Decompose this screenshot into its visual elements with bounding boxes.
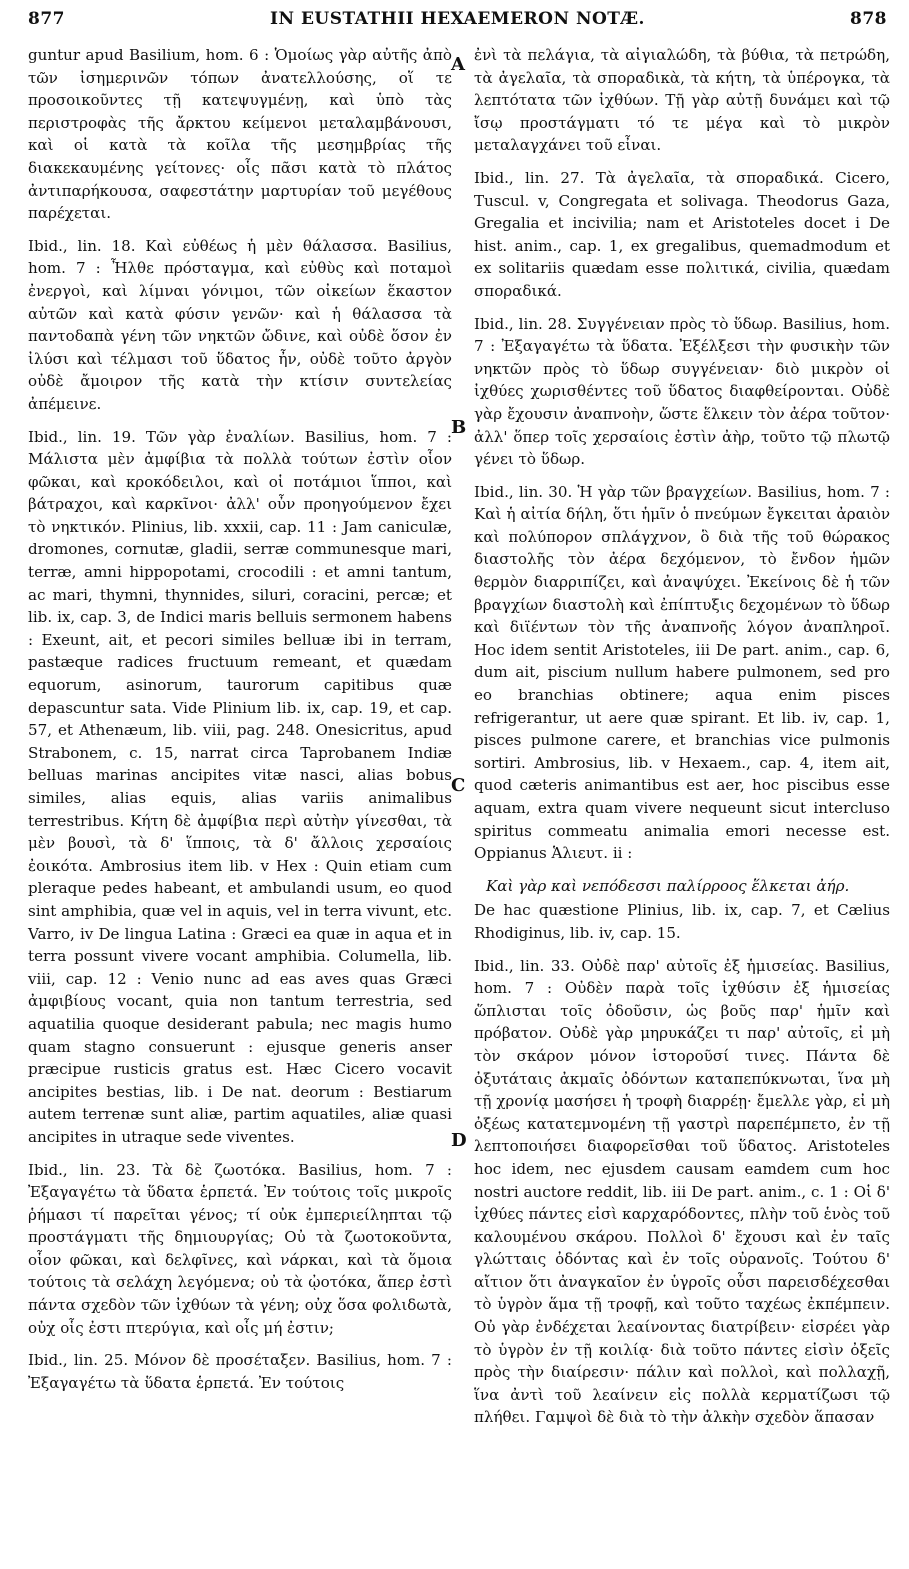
margin-letter-a: A	[451, 54, 465, 75]
left-column	[28, 44, 452, 1404]
right-paragraph-4: Ibid., lin. 30. Ἡ γὰρ τῶν βραγχείων. Basilius, hom. 7 : Καὶ ἡ αἰτία δήλη, ὅτι ἡμῖν ὁ πνεύμων ἔγκειται ἀραιὸν καὶ πολύπορον σπλάγχνον, ὃ διὰ τῆς τοῦ θώρακος διαστολῆς τὸν ἀέρα δεχόμενον, τὸ ἔνδον ἡμῶν θερμὸν διαρριπίζει, καὶ ἀναψύχει. Ἐκείνοις δὲ ἡ τῶν βραγχίων διαστολὴ καὶ ἐπίπτυξις δεχομένων τὸ ὕδωρ καὶ διϊέντων τὸν τῆς ἀναπνοῆς λόγον ἀναπληροῖ. Hoc idem sentit Aristoteles, iii De part. anim., cap. 6, dum ait, piscium nullum habere pulmonem, sed pro eo branchias obtinere; aqua enim pisces refrigerantur, ut aere quæ spirant. Et lib. iv, cap. 1, pisces pulmone carere, et branchias vice pulmonis sortiri. Ambrosius, lib. v Hexaem., cap. 4, item ait, quod cæteris animantibus est aer, hoc piscibus esse aquam, extra quam vivere nequeunt sicut intercluso spiritus commeatu animalia emori necesse est. Oppianus Ἁλιευτ. ii :	[474, 482, 890, 863]
margin-letter-d: D	[451, 1130, 467, 1151]
right-column	[474, 44, 890, 1439]
right-paragraph-2: Ibid., lin. 27. Τὰ ἀγελαῖα, τὰ σποραδικά. Cicero, Tuscul. v, Congregata et solivaga. Theodorus Gaza, Gregalia et incivilia; nam et Aristoteles docet i De hist. anim., cap. 1, ex gregalibus, quemadmodum et ex solitariis quædam esse πολιτικά, civilia, quædam σποραδικά.	[474, 168, 890, 300]
right-verse-line: Καὶ γὰρ καὶ νεπόδεσσι παλίρροος ἕλκεται ἀήρ.	[486, 876, 850, 895]
page-number-right: 878	[850, 9, 887, 29]
right-paragraph-1: ἐνὶ τὰ πελάγια, τὰ αἰγιαλώδη, τὰ βύθια, τὰ πετρώδη, τὰ ἀγελαῖα, τὰ σποραδικὰ, τὰ κήτη, τὰ ὑπέρογκα, τὰ λεπτότατα τῶν ἰχθύων. Τῇ γὰρ αὐτῇ δυνάμει καὶ τῷ ἴσῳ προστάγματι τό τε μέγα καὶ τὸ μικρὸν μεταλαγχάνει τοῦ εἶναι.	[474, 46, 890, 155]
left-paragraph-3: Ibid., lin. 19. Τῶν γὰρ ἐναλίων. Basilius, hom. 7 : Μάλιστα μὲν ἀμφίβια τὰ πολλὰ τούτων ἐστὶν οἷον φῶκαι, καὶ κροκόδειλοι, καὶ οἱ ποτάμιοι ἵπποι, καὶ βάτραχοι, καὶ καρκῖνοι· ἀλλ' οὖν προηγούμενον ἔχει τὸ νηκτικόν. Plinius, lib. xxxii, cap. 11 : Jam caniculæ, dromones, cornutæ, gladii, serræ communesque mari, terræ, amni hippopotami, crocodili : et amni tantum, ac mari, thymni, thynnides, siluri, coracini, percæ; et lib. ix, cap. 3, de Indici maris belluis sermonem habens : Exeunt, ait, et pecori similes belluæ ibi in terram, pastæque radices fructuum remeant, et quædam equorum, asinorum, taurorum capitibus quæ depascuntur sata. Vide Plinium lib. ix, cap. 19, et cap. 57, et Athenæum, lib. viii, pag. 248. Onesicritus, apud Strabonem, c. 15, narrat circa Taprobanem Indiæ belluas marinas ancipites vitæ nasci, alias bobus similes, alias equis, alias variis animalibus terrestribus. Κήτη δὲ ἀμφίβια περὶ αὐτὴν γίνεσθαι, τὰ μὲν βουσὶ, τὰ δ' ἵπποις, τὰ δ' ἄλλοις χερσαίοις ἐοικότα. Ambrosius item lib. v Hex : Quin etiam cum pleraque pedes habeant, et ambulandi usum, eo quod sint amphibia, quæ vel in aquis, vel in terra vivunt, etc. Varro, iv De lingua Latina : Græci ea quæ in aqua et in terra possunt vivere vocant amphibia. Columella, lib. viii, cap. 12 : Venio nunc ad eas aves quas Græci ἀμφιβίους vocant, quia non tantum terrestria, sed aquatilia quoque desiderant pabula; nec magis humo quam stagno consuerunt : ejusque generis anser præcipue rusticis gratus est. Hæc Cicero vocavit ancipites bestias, lib. i De nat. deorum : Bestiarum autem terrenæ sunt aliæ, partim aquatiles, aliæ quasi ancipites in utraque sede viventes.	[28, 427, 453, 1146]
left-paragraph-1: guntur apud Basilium, hom. 6 : Ὁμοίως γὰρ αὐτῆς ἀπὸ τῶν ἰσημερινῶν τόπων ἀνατελλούσης, οἵ τε προσοικοῦντες τῇ κατεψυγμένῃ, καὶ ὑπὸ τὰς περιστροφὰς τῆς ἄρκτου κείμενοι μεταλαμβάνουσι, καὶ οἱ κατὰ τὰ κοῖλα τῆς μεσημβρίας τῆς διακεκαυμένης γείτονες· οἷς πᾶσι κατὰ τὸ πλάτος ἀντιπαρήκουσα, σαφεστάτην μαρτυρίαν τοῦ μεγέθους παρέχεται.	[28, 46, 452, 223]
left-paragraph-5: Ibid., lin. 25. Μόνον δὲ προσέταξεν. Basilius, hom. 7 : Ἐξαγαγέτω τὰ ὕδατα ἑρπετά. Ἐν τούτοις	[28, 1351, 452, 1392]
left-paragraph-2: Ibid., lin. 18. Καὶ εὐθέως ἡ μὲν θάλασσα. Basilius, hom. 7 : Ἦλθε πρόσταγμα, καὶ εὐθὺς καὶ ποταμοὶ ἐνεργοὶ, καὶ λίμναι γόνιμοι, τῶν οἰκείων ἕκαστον αὐτῶν καὶ κατὰ φύσιν γενῶν· καὶ ἡ θάλασσα τὰ παντοδαπὰ γένη τῶν νηκτῶν ὤδινε, καὶ οὐδὲ ὅσον ἐν ἰλύσι καὶ τέλμασι τοῦ ὕδατος ἦν, οὐδὲ τοῦτο ἀργὸν οὐδὲ ἄμοιρον τῆς κατὰ τὴν κτίσιν συντελείας ἀπέμεινε.	[28, 236, 452, 413]
running-title: IN EUSTATHII HEXAEMERON NOTÆ.	[270, 9, 645, 29]
right-paragraph-6: De hac quæstione Plinius, lib. ix, cap. 7, et Cælius Rhodiginus, lib. iv, cap. 15.	[474, 901, 890, 942]
right-paragraph-3: Ibid., lin. 28. Συγγένειαν πρὸς τὸ ὕδωρ. Basilius, hom. 7 : Ἐξαγαγέτω τὰ ὕδατα. Ἐξέλξεσι τὴν φυσικὴν τῶν νηκτῶν πρὸς τὸ ὕδωρ συγγένειαν· διὸ μικρὸν οἱ ἰχθύες χωρισθέντες τοῦ ὕδατος διαφθείρονται. Οὐδὲ γὰρ ἔχουσιν ἀναπνοὴν, ὥστε ἕλκειν τὸν ἀέρα τοῦτον· ἀλλ' ὅπερ τοῖς χερσαίοις ἐστὶν ἀὴρ, τοῦτο τῷ πλωτῷ γένει τὸ ὕδωρ.	[474, 314, 890, 469]
margin-letter-c: C	[451, 775, 466, 796]
right-paragraph-7: Ibid., lin. 33. Οὐδὲ παρ' αὐτοῖς ἐξ ἡμισείας. Basilius, hom. 7 : Οὐδὲν παρὰ τοῖς ἰχθύσιν ἐξ ἡμισείας ὥπλισται τοῖς ὀδοῦσιν, ὡς βοῦς παρ' ἡμῖν καὶ πρόβατον. Οὐδὲ γὰρ μηρυκάζει τι παρ' αὐτοῖς, εἰ μὴ τὸν σκάρον μόνον ἱστοροῦσί τινες. Πάντα δὲ ὀξυτάταις ἀκμαῖς ὀδόντων καταπεπύκνωται, ἵνα μὴ τῇ χρονίᾳ μασήσει ἡ τροφὴ διαρρέῃ· ἔμελλε γὰρ, εἰ μὴ ὀξέως κατατεμνομένη τῇ γαστρὶ παρεπέμπετο, ἐν τῇ λεπτοποιήσει διαφορεῖσθαι τοῦ ὕδατος. Aristoteles hoc idem, nec ejusdem causam eamdem cum hoc nostri auctore reddit, lib. iii De part. anim., c. 1 : Οἱ δ' ἰχθύες πάντες εἰσὶ καρχαρόδοντες, πλὴν τοῦ ἑνὸς τοῦ καλουμένου σκάρου. Πολλοὶ δ' ἔχουσι καὶ ἐν ταῖς γλώτταις ὀδόντας καὶ ἐν τοῖς οὐρανοῖς. Τούτου δ' αἴτιον ὅτι ἀναγκαῖον ἐν ὑγροῖς οὖσι παρεισδέχεσθαι τὸ ὑγρὸν ἅμα τῇ τροφῇ, καὶ τοῦτο ταχέως ἐκπέμπειν. Οὐ γὰρ ἐνδέχεται λεαίνοντας διατρίβειν· εἰσρέει γὰρ τὸ ὑγρὸν ἐν τῇ κοιλίᾳ· διὰ τοῦτο πάντες εἰσὶν ὀξεῖς πρὸς τὴν διαίρεσιν· πάλιν καὶ πολλοὶ, καὶ πολλαχῇ, ἵνα ἀντὶ τοῦ λεαίνειν εἰς πολλὰ κερματίζωσι τῷ πλήθει. Γαμψοὶ δὲ διὰ τὸ τὴν ἀλκὴν σχεδὸν ἅπασαν	[474, 956, 890, 1427]
page-number-left: 877	[28, 9, 65, 29]
left-paragraph-4: Ibid., lin. 23. Τὰ δὲ ζωοτόκα. Basilius, hom. 7 : Ἐξαγαγέτω τὰ ὕδατα ἑρπετά. Ἐν τούτοις τοῖς μικροῖς ῥήμασι τί παρεῖται γένος; τί οὐκ ἐμπεριείληπται τῷ προστάγματι τῆς δημιουργίας; Οὐ τὰ ζωοτοκοῦντα, οἷον φῶκαι, καὶ δελφῖνες, καὶ νάρκαι, καὶ τὰ ὅμοια τούτοις τὰ σελάχη λεγόμενα; οὐ τὰ ᾠοτόκα, ἅπερ ἐστὶ πάντα σχεδὸν τῶν ἰχθύων τὰ γένη; οὐχ ὅσα φολιδωτὰ, οὐχ οἷς ἐστι πτερύγια, καὶ οἷς μή ἐστιν;	[28, 1160, 452, 1337]
running-header	[28, 4, 887, 34]
margin-letter-b: B	[451, 417, 467, 438]
